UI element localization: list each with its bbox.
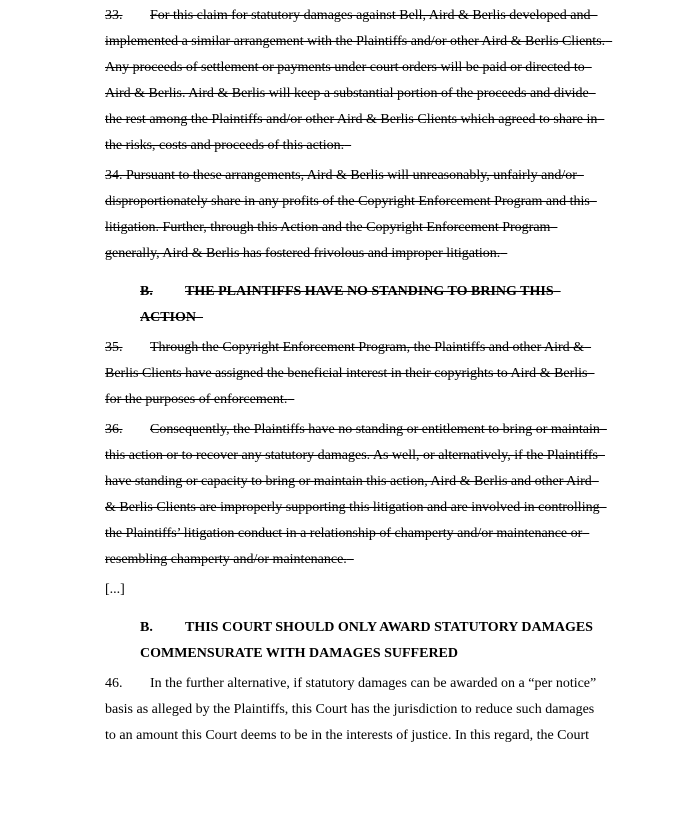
paragraph-33 <box>105 3 614 159</box>
heading-b-no-standing-line: ACTION <box>140 310 197 325</box>
paragraph-36-line: & Berlis Clients are improperly supporting this litigation and are involved in controlling <box>105 500 600 515</box>
paragraph-34-line: 34. Pursuant to these arrangements, Aird & Berlis will unreasonably, unfairly and/or <box>105 168 577 183</box>
paragraph-33-line: Aird & Berlis. Aird & Berlis will keep a substantial portion of the proceeds and divide <box>105 86 589 101</box>
paragraph-33-line: the risks, costs and proceeds of this action. <box>105 138 345 153</box>
ellipsis-marker-line: [...] <box>105 582 125 597</box>
paragraph-46-line: to an amount this Court deems to be in the interests of justice. In this regard, the Court <box>105 728 590 743</box>
paragraph-34-line: litigation. Further, through this Action and the Copyright Enforcement Program <box>105 220 551 235</box>
heading-b-no-standing <box>105 279 614 331</box>
paragraph-36-line: resembling champerty and/or maintenance. <box>105 552 347 567</box>
paragraph-33-line: the rest among the Plaintiffs and/or other Aird & Berlis Clients which agreed to share in <box>105 112 598 127</box>
heading-b-statutory-damages <box>105 615 614 667</box>
document-body <box>105 3 614 749</box>
paragraph-35-line: 35. Through the Copyright Enforcement Program, the Plaintiffs and other Aird & <box>105 340 585 355</box>
heading-b-statutory-damages-line: COMMENSURATE WITH DAMAGES SUFFERED <box>140 646 459 661</box>
ellipsis-marker <box>105 577 614 603</box>
paragraph-36-line: the Plaintiffs’ litigation conduct in a relationship of champerty and/or maintenance or <box>105 526 583 541</box>
paragraph-46 <box>105 671 614 749</box>
paragraph-46-line: basis as alleged by the Plaintiffs, this Court has the jurisdiction to reduce such damages <box>105 702 595 717</box>
heading-b-statutory-damages-line: B. THIS COURT SHOULD ONLY AWARD STATUTORY DAMAGES <box>140 620 593 635</box>
paragraph-34 <box>105 163 614 267</box>
paragraph-33-line: Any proceeds of settlement or payments under court orders will be paid or directed to <box>105 60 585 75</box>
paragraph-36 <box>105 417 614 573</box>
paragraph-33-line: 33. For this claim for statutory damages against Bell, Aird & Berlis developed and <box>105 8 591 23</box>
paragraph-36-line: 36. Consequently, the Plaintiffs have no standing or entitlement to bring or maintain <box>105 422 600 437</box>
paragraph-34-line: generally, Aird & Berlis has fostered frivolous and improper litigation. <box>105 246 501 261</box>
paragraph-33-line: implemented a similar arrangement with the Plaintiffs and/or other Aird & Berlis Clients. <box>105 34 606 49</box>
heading-b-no-standing-line: B. THE PLAINTIFFS HAVE NO STANDING TO BRING THIS <box>140 284 554 299</box>
paragraph-35-line: Berlis Clients have assigned the beneficial interest in their copyrights to Aird & Berlis <box>105 366 588 381</box>
paragraph-36-line: this action or to recover any statutory damages. As well, or alternatively, if the Plaintiffs <box>105 448 598 463</box>
paragraph-46-line: 46. In the further alternative, if statutory damages can be awarded on a “per notice” <box>105 676 597 691</box>
paragraph-35 <box>105 335 614 413</box>
paragraph-36-line: have standing or capacity to bring or maintain this action, Aird & Berlis and other Aird <box>105 474 592 489</box>
paragraph-34-line: disproportionately share in any profits of the Copyright Enforcement Program and this <box>105 194 590 209</box>
paragraph-35-line: for the purposes of enforcement. <box>105 392 288 407</box>
